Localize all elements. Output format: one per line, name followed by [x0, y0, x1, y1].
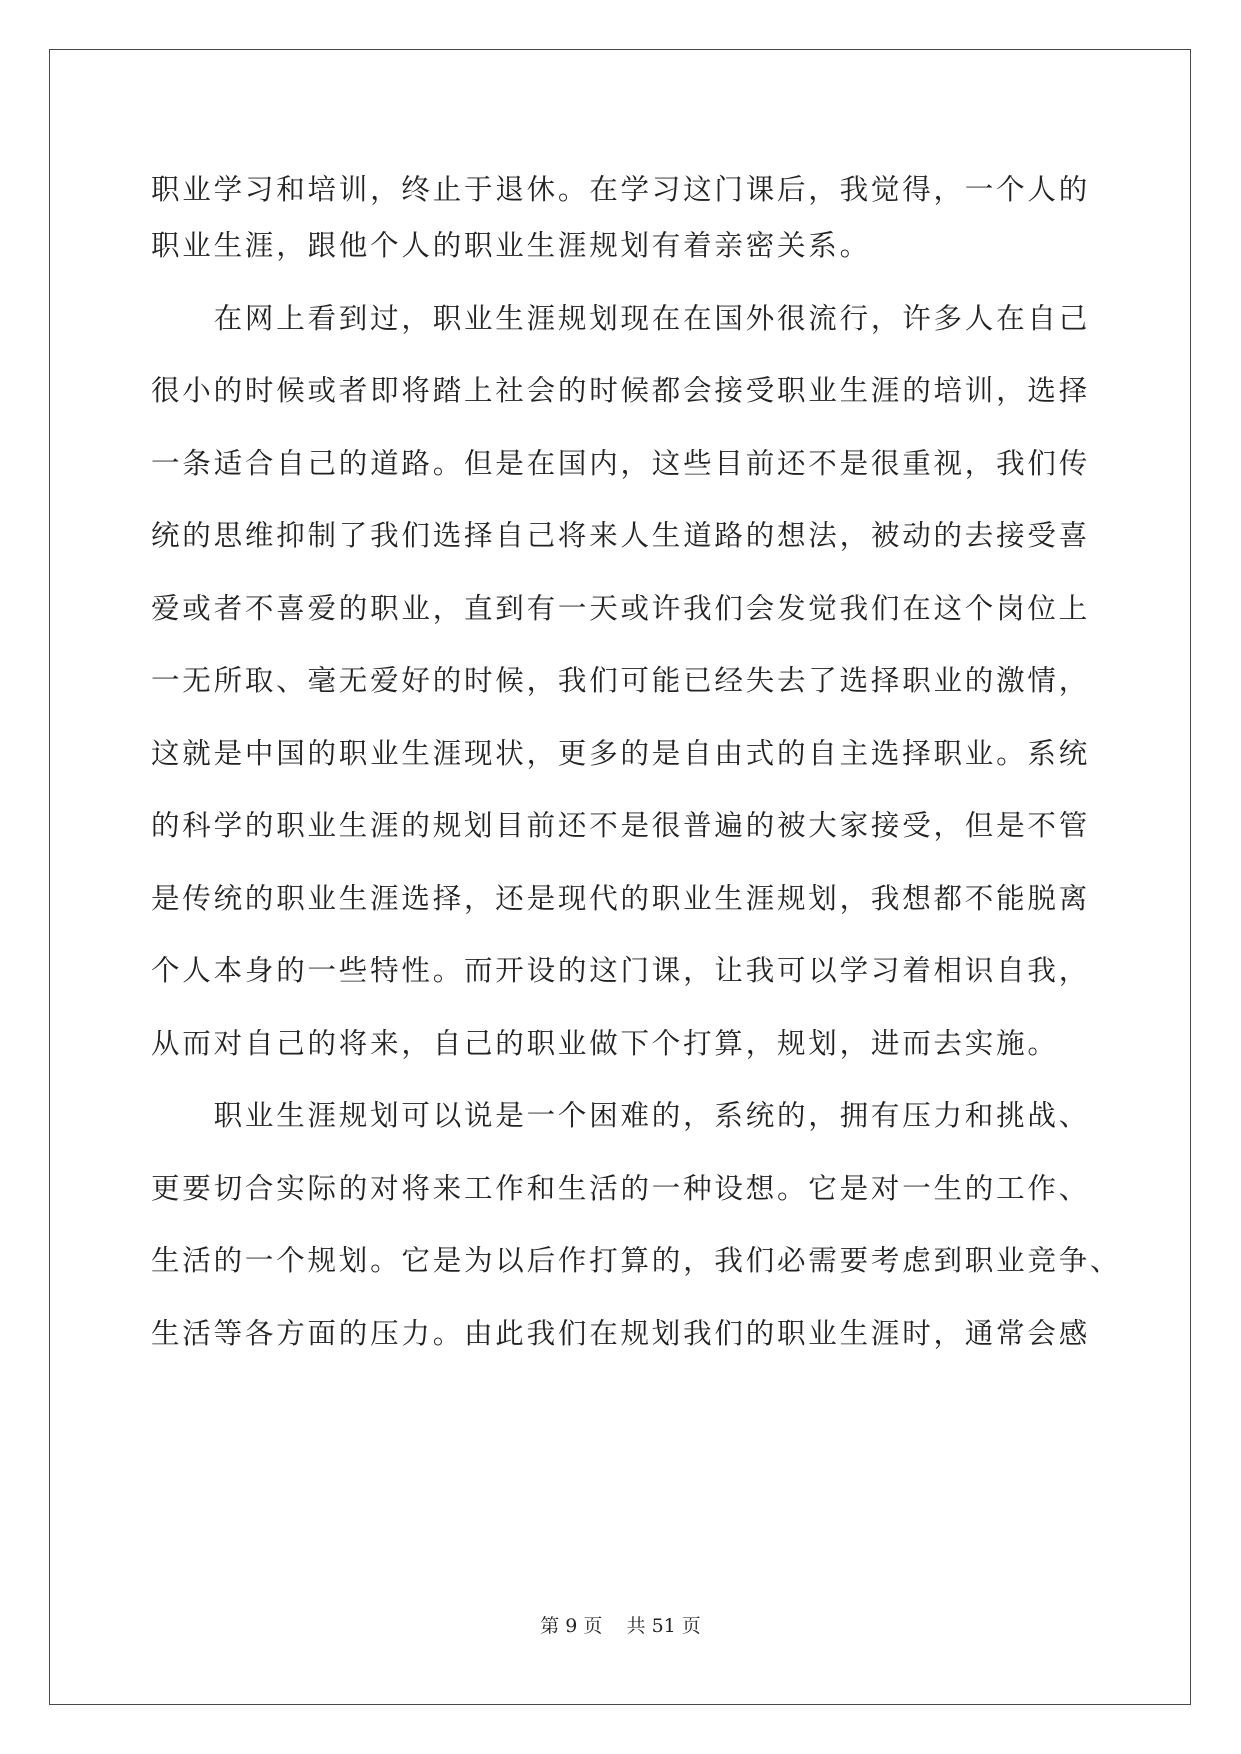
body-text-line: 是传统的职业生涯选择，还是现代的职业生涯规划，我想都不能脱离 [151, 882, 1091, 915]
body-text-line: 个人本身的一些特性。而开设的这门课，让我可以学习着相识自我， [151, 954, 1091, 987]
body-text-line: 职业生涯规划可以说是一个困难的，系统的，拥有压力和挑战、 [151, 1099, 1091, 1132]
body-text-line: 在网上看到过，职业生涯规划现在在国外很流行，许多人在自己 [151, 302, 1091, 335]
page-frame [49, 49, 1191, 1705]
body-text-line: 一条适合自己的道路。但是在国内，这些目前还不是很重视，我们传 [151, 447, 1091, 480]
page-number-footer: 第 9 页 共 51 页 [540, 1615, 701, 1637]
body-text-line: 这就是中国的职业生涯现状，更多的是自由式的自主选择职业。系统 [151, 737, 1091, 770]
body-text-line: 从而对自己的将来，自己的职业做下个打算，规划，进而去实施。 [151, 1027, 1059, 1060]
body-text-line: 生活的一个规划。它是为以后作打算的，我们必需要考虑到职业竞争、 [151, 1244, 1122, 1277]
body-text-line: 职业生涯，跟他个人的职业生涯规划有着亲密关系。 [151, 229, 871, 262]
body-text-line: 的科学的职业生涯的规划目前还不是很普遍的被大家接受，但是不管 [151, 809, 1091, 842]
body-text-line: 一无所取、毫无爱好的时候，我们可能已经失去了选择职业的激情， [151, 664, 1091, 697]
body-text-line: 生活等各方面的压力。由此我们在规划我们的职业生涯时，通常会感 [151, 1317, 1091, 1350]
body-text-line: 更要切合实际的对将来工作和生活的一种设想。它是对一生的工作、 [151, 1172, 1091, 1205]
body-text-line: 很小的时候或者即将踏上社会的时候都会接受职业生涯的培训，选择 [151, 374, 1091, 407]
body-text-line: 职业学习和培训，终止于退休。在学习这门课后，我觉得，一个人的 [151, 173, 1091, 206]
body-text-line: 统的思维抑制了我们选择自己将来人生道路的想法，被动的去接受喜 [151, 519, 1091, 552]
body-text-line: 爱或者不喜爱的职业，直到有一天或许我们会发觉我们在这个岗位上 [151, 592, 1091, 625]
